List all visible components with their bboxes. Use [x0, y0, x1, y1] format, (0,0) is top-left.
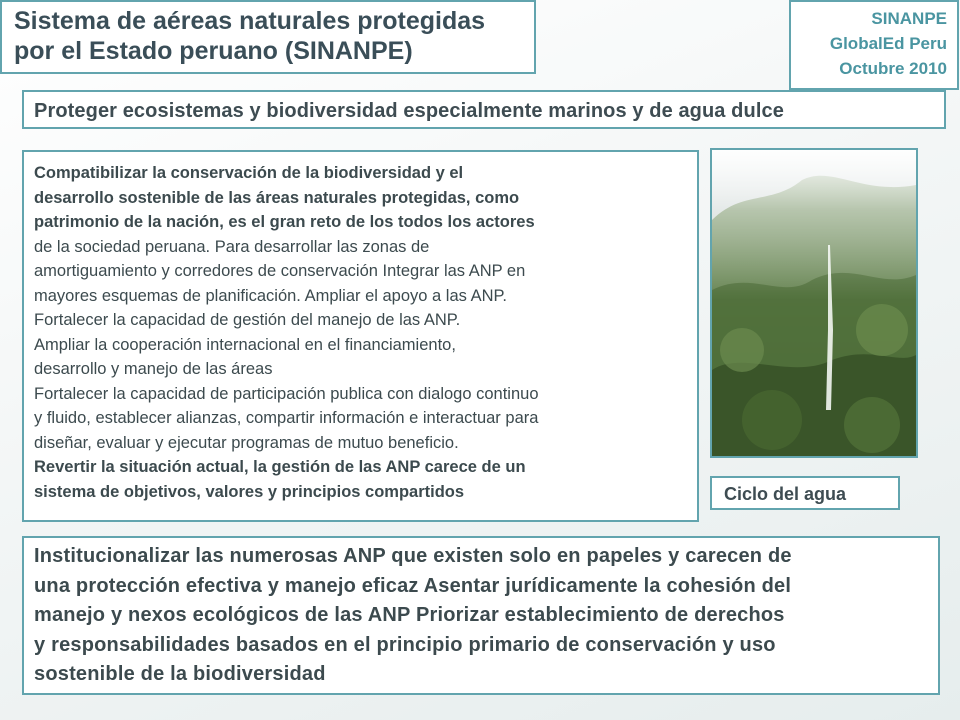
photo-caption: Ciclo del agua — [724, 484, 847, 504]
main-line: sistema de objetivos, valores y principios compartidos — [34, 482, 465, 501]
bottom-line: manejo y nexos ecológicos de las ANP Priorizar establecimiento de derechos — [34, 604, 785, 626]
subtitle-text: Proteger ecosistemas y biodiversidad especialmente marinos y de agua dulce — [34, 100, 784, 122]
main-line: y fluido, establecer alianzas, compartir información e interactuar para — [34, 409, 539, 427]
meta-org: SINANPE — [871, 9, 947, 28]
meta-program: GlobalEd Peru — [829, 34, 947, 53]
main-line: Fortalecer la capacidad de gestión del manejo de las ANP. — [34, 311, 461, 329]
bottom-line: una protección efectiva y manejo eficaz Asentar jurídicamente la cohesión del — [34, 574, 792, 597]
subtitle-box — [22, 90, 946, 129]
slide-title-line-1: Sistema de aéreas naturales protegidas — [14, 7, 486, 35]
main-line: Fortalecer la capacidad de participación publica con dialogo continuo — [34, 384, 539, 403]
main-line: Revertir la situación actual, la gestión de las ANP carece de un — [34, 458, 526, 476]
waterfall-photo — [710, 148, 918, 458]
slide-title-line-2: por el Estado peruano (SINANPE) — [14, 37, 413, 65]
slide-meta-box — [789, 0, 959, 90]
main-line: Ampliar la cooperación internacional en el financiamiento, — [34, 335, 456, 354]
main-line: Compatibilizar la conservación de la biodiversidad y el — [34, 164, 464, 182]
main-line: desarrollo sostenible de las áreas naturales protegidas, como — [34, 188, 520, 207]
waterfall-image — [712, 150, 916, 456]
photo-caption-box — [710, 476, 900, 510]
bottom-line: y responsabilidades basados en el principio primario de conservación y uso — [34, 633, 776, 656]
main-line: diseñar, evaluar y ejecutar programas de mutuo beneficio. — [34, 433, 459, 452]
main-line: mayores esquemas de planificación. Ampliar el apoyo a las ANP. — [34, 286, 507, 305]
main-line: de la sociedad peruana. Para desarrollar las zonas de — [34, 237, 430, 256]
bottom-line: Institucionalizar las numerosas ANP que existen solo en papeles y carecen de — [34, 545, 792, 567]
main-line: patrimonio de la nación, es el gran reto de los todos los actores — [34, 213, 535, 231]
main-line: amortiguamiento y corredores de conservación Integrar las ANP en — [34, 262, 526, 280]
slide-title-box — [0, 0, 536, 74]
main-text-box — [22, 150, 699, 522]
meta-date: Octubre 2010 — [839, 59, 947, 78]
bottom-line: sostenible de la biodiversidad — [34, 663, 326, 685]
bottom-text-box — [22, 536, 940, 695]
main-line: desarrollo y manejo de las áreas — [34, 360, 273, 378]
